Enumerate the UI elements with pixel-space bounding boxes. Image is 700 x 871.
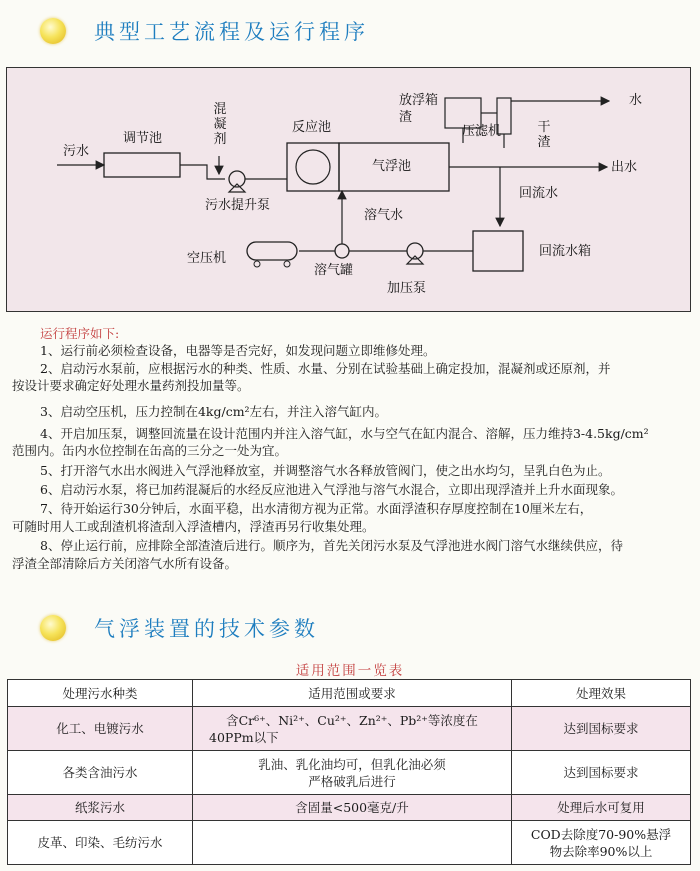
label-coagulant: 混凝剂 xyxy=(213,102,227,147)
cell-effect: 达到国标要求 xyxy=(512,707,691,751)
section-title-text: 典型工艺流程及运行程序 xyxy=(94,20,369,44)
cell-effect: 达到国标要求 xyxy=(512,751,691,795)
label-dissolved-air-tank: 溶气罐 xyxy=(314,263,354,278)
procedure-step-cont: 按设计要求确定好处理水量药剂投加量等。 xyxy=(12,378,250,393)
procedure-step: 5、打开溶气水出水阀进入气浮池释放室，并调整溶气水各释放管阀门，使之出水均匀，呈乳白色为止。 xyxy=(40,463,611,478)
label-reactor: 反应池 xyxy=(292,120,332,135)
bullet-icon xyxy=(40,615,66,641)
header-cell: 处理效果 xyxy=(512,680,691,707)
header-cell: 处理污水种类 xyxy=(8,680,193,707)
procedure-heading: 运行程序如下: xyxy=(40,326,120,341)
label-flotation-tank: 气浮池 xyxy=(372,159,412,174)
label-sewage-pump: 污水提升泵 xyxy=(205,198,271,213)
procedure-step-cont: 范围内。缶内水位控制在缶高的三分之一处为宜。 xyxy=(12,443,288,458)
label-pressure-pump: 加压泵 xyxy=(387,281,427,296)
label-scum-tank: 放浮箱渣 xyxy=(399,93,439,125)
regulating-tank-box xyxy=(104,153,180,177)
cell-range xyxy=(193,821,512,865)
label-return-tank: 回流水箱 xyxy=(539,244,592,259)
cell-effect: COD去除度70-90%悬浮 物去除率90%以上 xyxy=(512,821,691,865)
procedure-step: 8、停止运行前，应排除全部渣渣后进行。顺序为，首先关闭污水泵及气浮池进水阀门溶气水继续供应，待 xyxy=(40,538,623,553)
label-filter-press: 压滤机 xyxy=(462,124,502,139)
cell-type: 纸浆污水 xyxy=(8,795,193,821)
cell-effect: 处理后水可复用 xyxy=(512,795,691,821)
section-title-specs xyxy=(40,610,319,646)
cell-range: 乳油、乳化油均可，但乳化油必须 严格破乳后进行 xyxy=(193,751,512,795)
cell-range: 含固量<500毫克/升 xyxy=(193,795,512,821)
label-water-out: 水 xyxy=(629,93,643,108)
procedure-step-cont: 浮渣全部清除后方关闭溶气水所有设备。 xyxy=(12,556,238,571)
label-outlet: 出水 xyxy=(611,160,638,175)
cell-type: 各类含油污水 xyxy=(8,751,193,795)
label-sewage-in: 污水 xyxy=(63,144,90,159)
label-dissolved-water: 溶气水 xyxy=(364,208,404,223)
table-header-row xyxy=(8,680,691,707)
label-air-compressor: 空压机 xyxy=(187,251,227,266)
table-row xyxy=(8,821,691,865)
procedure-step-cont: 可随时用人工或刮渣机将渣刮入浮渣槽内，浮渣再另行收集处理。 xyxy=(12,519,375,534)
table-caption: 适用范围一览表 xyxy=(295,663,405,679)
table-row xyxy=(8,707,691,751)
label-dry-residue: 干渣 xyxy=(537,120,551,150)
procedure-step: 6、启动污水泵，将已加药混凝后的水经反应池进入气浮池与溶气水混合，立即出现浮渣并上升水面现象。 xyxy=(40,482,623,497)
table-row xyxy=(8,795,691,821)
process-flow-diagram xyxy=(6,67,691,312)
dissolved-air-tank-icon xyxy=(335,244,349,258)
section-title-process xyxy=(40,13,369,49)
return-tank-box xyxy=(473,231,523,271)
header-cell: 适用范围或要求 xyxy=(193,680,512,707)
air-compressor-icon xyxy=(247,242,297,260)
table-row xyxy=(8,751,691,795)
label-regulating-tank: 调节池 xyxy=(123,131,163,146)
procedure-step: 3、启动空压机，压力控制在4kg/cm²左右，并注入溶气缸内。 xyxy=(40,404,388,419)
procedure-step: 4、开启加压泵，调整回流量在设计范围内并注入溶气缸，水与空气在缸内混合、溶解，压力维持3-4.5kg/cm² xyxy=(40,426,649,441)
cell-type: 皮革、印染、毛纺污水 xyxy=(8,821,193,865)
spec-table xyxy=(7,679,691,865)
label-return-water: 回流水 xyxy=(519,186,559,201)
procedure-step: 7、待开始运行30分钟后，水面平稳，出水清彻方视为正常。水面浮渣积存厚度控制在10厘米左右， xyxy=(40,501,593,516)
reactor-mixer-icon xyxy=(296,150,330,184)
procedure-step: 2、启动污水泵前，应根据污水的种类、性质、水量、分别在试验基础上确定投加，混凝剂或还原剂，并 xyxy=(40,361,611,376)
section-title-text: 气浮装置的技术参数 xyxy=(94,617,319,641)
procedure-step: 1、运行前必须检查设备，电器等是否完好，如发现问题立即维修处理。 xyxy=(40,343,436,358)
cell-range: 含Cr⁶⁺、Ni²⁺、Cu²⁺、Zn²⁺、Pb²⁺等浓度在 40PPm以下 xyxy=(193,707,512,751)
bullet-icon xyxy=(40,18,66,44)
cell-type: 化工、电镀污水 xyxy=(8,707,193,751)
